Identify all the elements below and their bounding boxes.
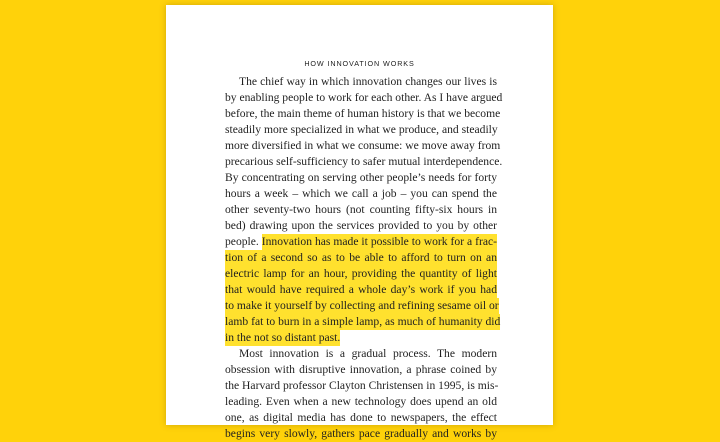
text-line: By concentrating on serving other people’s needs for forty [225,171,497,184]
highlighted-text[interactable]: tion of a second so as to be able to afford to turn on an [225,251,497,264]
highlighted-text[interactable]: electric lamp for an hour, providing the quantity of light [225,267,497,280]
text-line: people. Innovation has made it possible to work for a frac- [225,235,497,248]
highlighted-text[interactable]: Innovation has made it possible to work for a frac- [261,235,497,248]
running-head: HOW INNOVATION WORKS [304,59,415,68]
text-line: bed) drawing upon the services provided to you by other [225,219,497,232]
book-page [166,5,553,440]
text-line: begins very slowly, gathers pace gradually and works by [225,427,497,440]
text-line: the Harvard professor Clayton Christensen in 1995, is mis- [225,379,499,392]
highlighted-text[interactable]: in the not so distant past. [225,331,341,344]
text-line: by enabling people to work for each other. As I have argued [225,91,503,104]
text-line: leading. Even when a new technology does upend an old [225,395,497,408]
text-line [225,298,497,314]
text-line: precarious self-sufficiency to safer mutual interdependence. [225,155,503,168]
text-line: hours a week – which we call a job – you can spend the [225,187,497,200]
text-line: other seventy-two hours (not counting fifty-six hours in [225,203,497,216]
text-line: The chief way in which innovation changes our lives is [239,75,497,88]
text-line [225,266,497,282]
text-line: one, as digital media has done to newspapers, the effect [225,411,497,424]
text-line [225,250,497,266]
text-line: Most innovation is a gradual process. The modern [239,347,497,360]
text-line [225,282,497,298]
highlighted-text[interactable]: that would have required a whole day’s work if you had [225,283,497,296]
text-line: steadily more specialized in what we produce, and steadily [225,123,498,136]
text-line: before, the main theme of human history is that we become [225,107,501,120]
text-line: obsession with disruptive innovation, a phrase coined by [225,363,497,376]
text-line [225,330,497,346]
highlighted-text[interactable]: to make it yourself by collecting and refining sesame oil or [225,299,499,312]
highlighted-text[interactable]: lamb fat to burn in a simple lamp, as much of humanity did [225,315,501,328]
text-line [225,314,501,330]
text-line: more diversified in what we consume: we move away from [225,139,501,152]
